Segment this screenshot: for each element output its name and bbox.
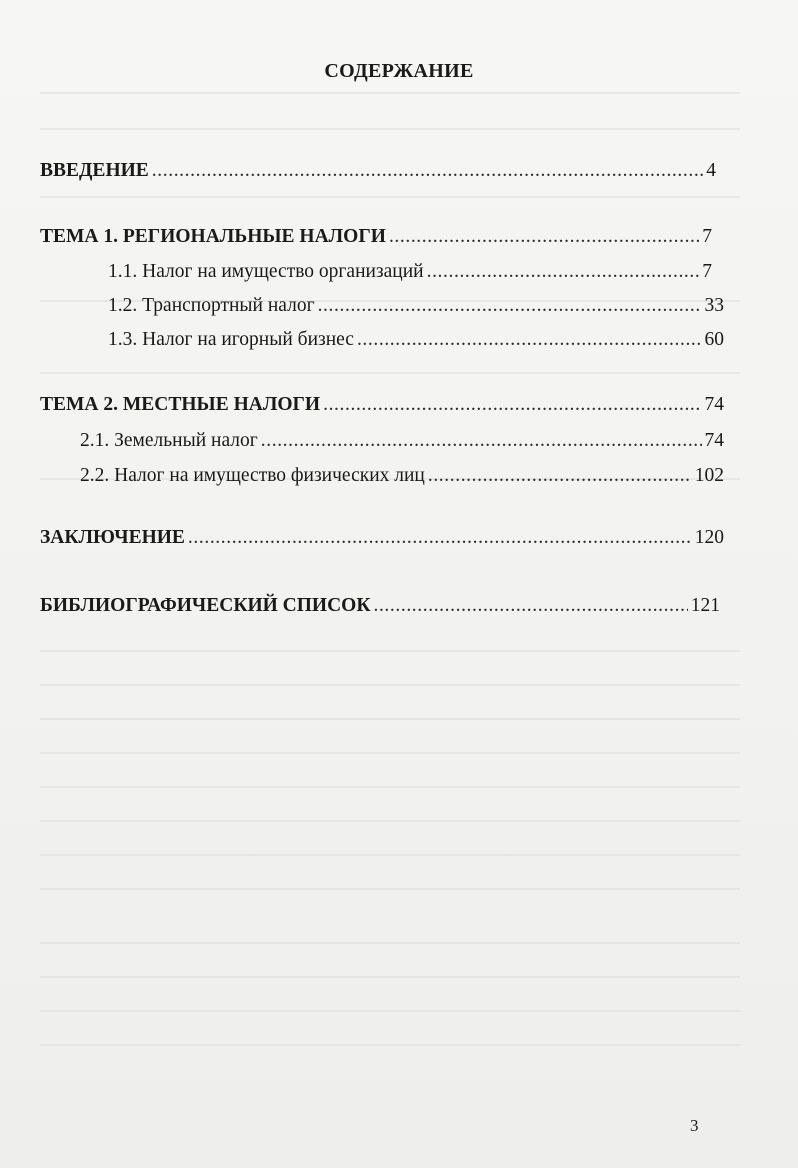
bleed-through-line <box>40 650 740 652</box>
toc-entry-page: 4 <box>706 160 716 181</box>
toc-entry-label: БИБЛИОГРАФИЧЕСКИЙ СПИСОК <box>40 595 371 616</box>
toc-entry-conclusion[interactable] <box>40 527 724 549</box>
toc-entry-label: ТЕМА 1. РЕГИОНАЛЬНЫЕ НАЛОГИ <box>40 226 386 247</box>
toc-entry-1-2[interactable] <box>108 295 724 317</box>
toc-entry-1-1[interactable] <box>108 261 712 283</box>
toc-entry-2-2[interactable] <box>80 465 724 487</box>
dot-leader <box>152 160 703 182</box>
dot-leader <box>373 595 687 617</box>
toc-entry-label: 2.1. Земельный налог <box>80 430 258 451</box>
dot-leader <box>261 430 702 452</box>
bleed-through-line <box>40 786 740 788</box>
dot-leader <box>188 527 692 549</box>
dot-leader <box>428 465 692 487</box>
dot-leader <box>427 261 700 283</box>
bleed-through-line <box>40 854 740 856</box>
toc-entry-introduction[interactable] <box>40 160 716 182</box>
toc-entry-page: 74 <box>704 394 724 415</box>
toc-entry-2-1[interactable] <box>80 430 724 452</box>
toc-entry-topic-2[interactable] <box>40 394 724 416</box>
bleed-through-line <box>40 820 740 822</box>
toc-entry-page: 74 <box>704 430 724 451</box>
dot-leader <box>323 394 701 416</box>
dot-leader <box>389 226 699 248</box>
toc-entry-page: 7 <box>702 226 712 247</box>
toc-entry-label: ТЕМА 2. МЕСТНЫЕ НАЛОГИ <box>40 394 321 415</box>
toc-entry-page: 121 <box>690 595 720 616</box>
bleed-through-line <box>40 128 740 130</box>
dot-leader <box>357 329 702 351</box>
toc-entry-bibliography[interactable] <box>40 595 720 617</box>
bleed-through-line <box>40 888 740 890</box>
toc-entry-page: 60 <box>704 329 724 350</box>
toc-entry-page: 33 <box>704 295 724 316</box>
toc-entry-1-3[interactable] <box>108 329 724 351</box>
bleed-through-line <box>40 1044 740 1046</box>
bleed-through-line <box>40 976 740 978</box>
page-title: СОДЕРЖАНИЕ <box>324 60 474 82</box>
bleed-through-line <box>40 684 740 686</box>
dot-leader <box>318 295 702 317</box>
toc-entry-page: 102 <box>694 465 724 486</box>
toc-entry-label: ВВЕДЕНИЕ <box>40 160 149 181</box>
toc-entry-label: 1.2. Транспортный налог <box>108 295 315 316</box>
toc-entry-label: ЗАКЛЮЧЕНИЕ <box>40 527 185 548</box>
bleed-through-line <box>40 718 740 720</box>
toc-entry-topic-1[interactable] <box>40 226 712 248</box>
bleed-through-line <box>40 92 740 94</box>
bleed-through-line <box>40 1010 740 1012</box>
page-number: 3 <box>690 1116 699 1135</box>
toc-entry-page: 7 <box>702 261 712 282</box>
bleed-through-line <box>40 942 740 944</box>
toc-entry-page: 120 <box>694 527 724 548</box>
toc-entry-label: 2.2. Налог на имущество физических лиц <box>80 465 425 486</box>
bleed-through-line <box>40 372 740 374</box>
bleed-through-line <box>40 752 740 754</box>
toc-entry-label: 1.1. Налог на имущество организаций <box>108 261 424 282</box>
toc-entry-label: 1.3. Налог на игорный бизнес <box>108 329 354 350</box>
bleed-through-line <box>40 196 740 198</box>
